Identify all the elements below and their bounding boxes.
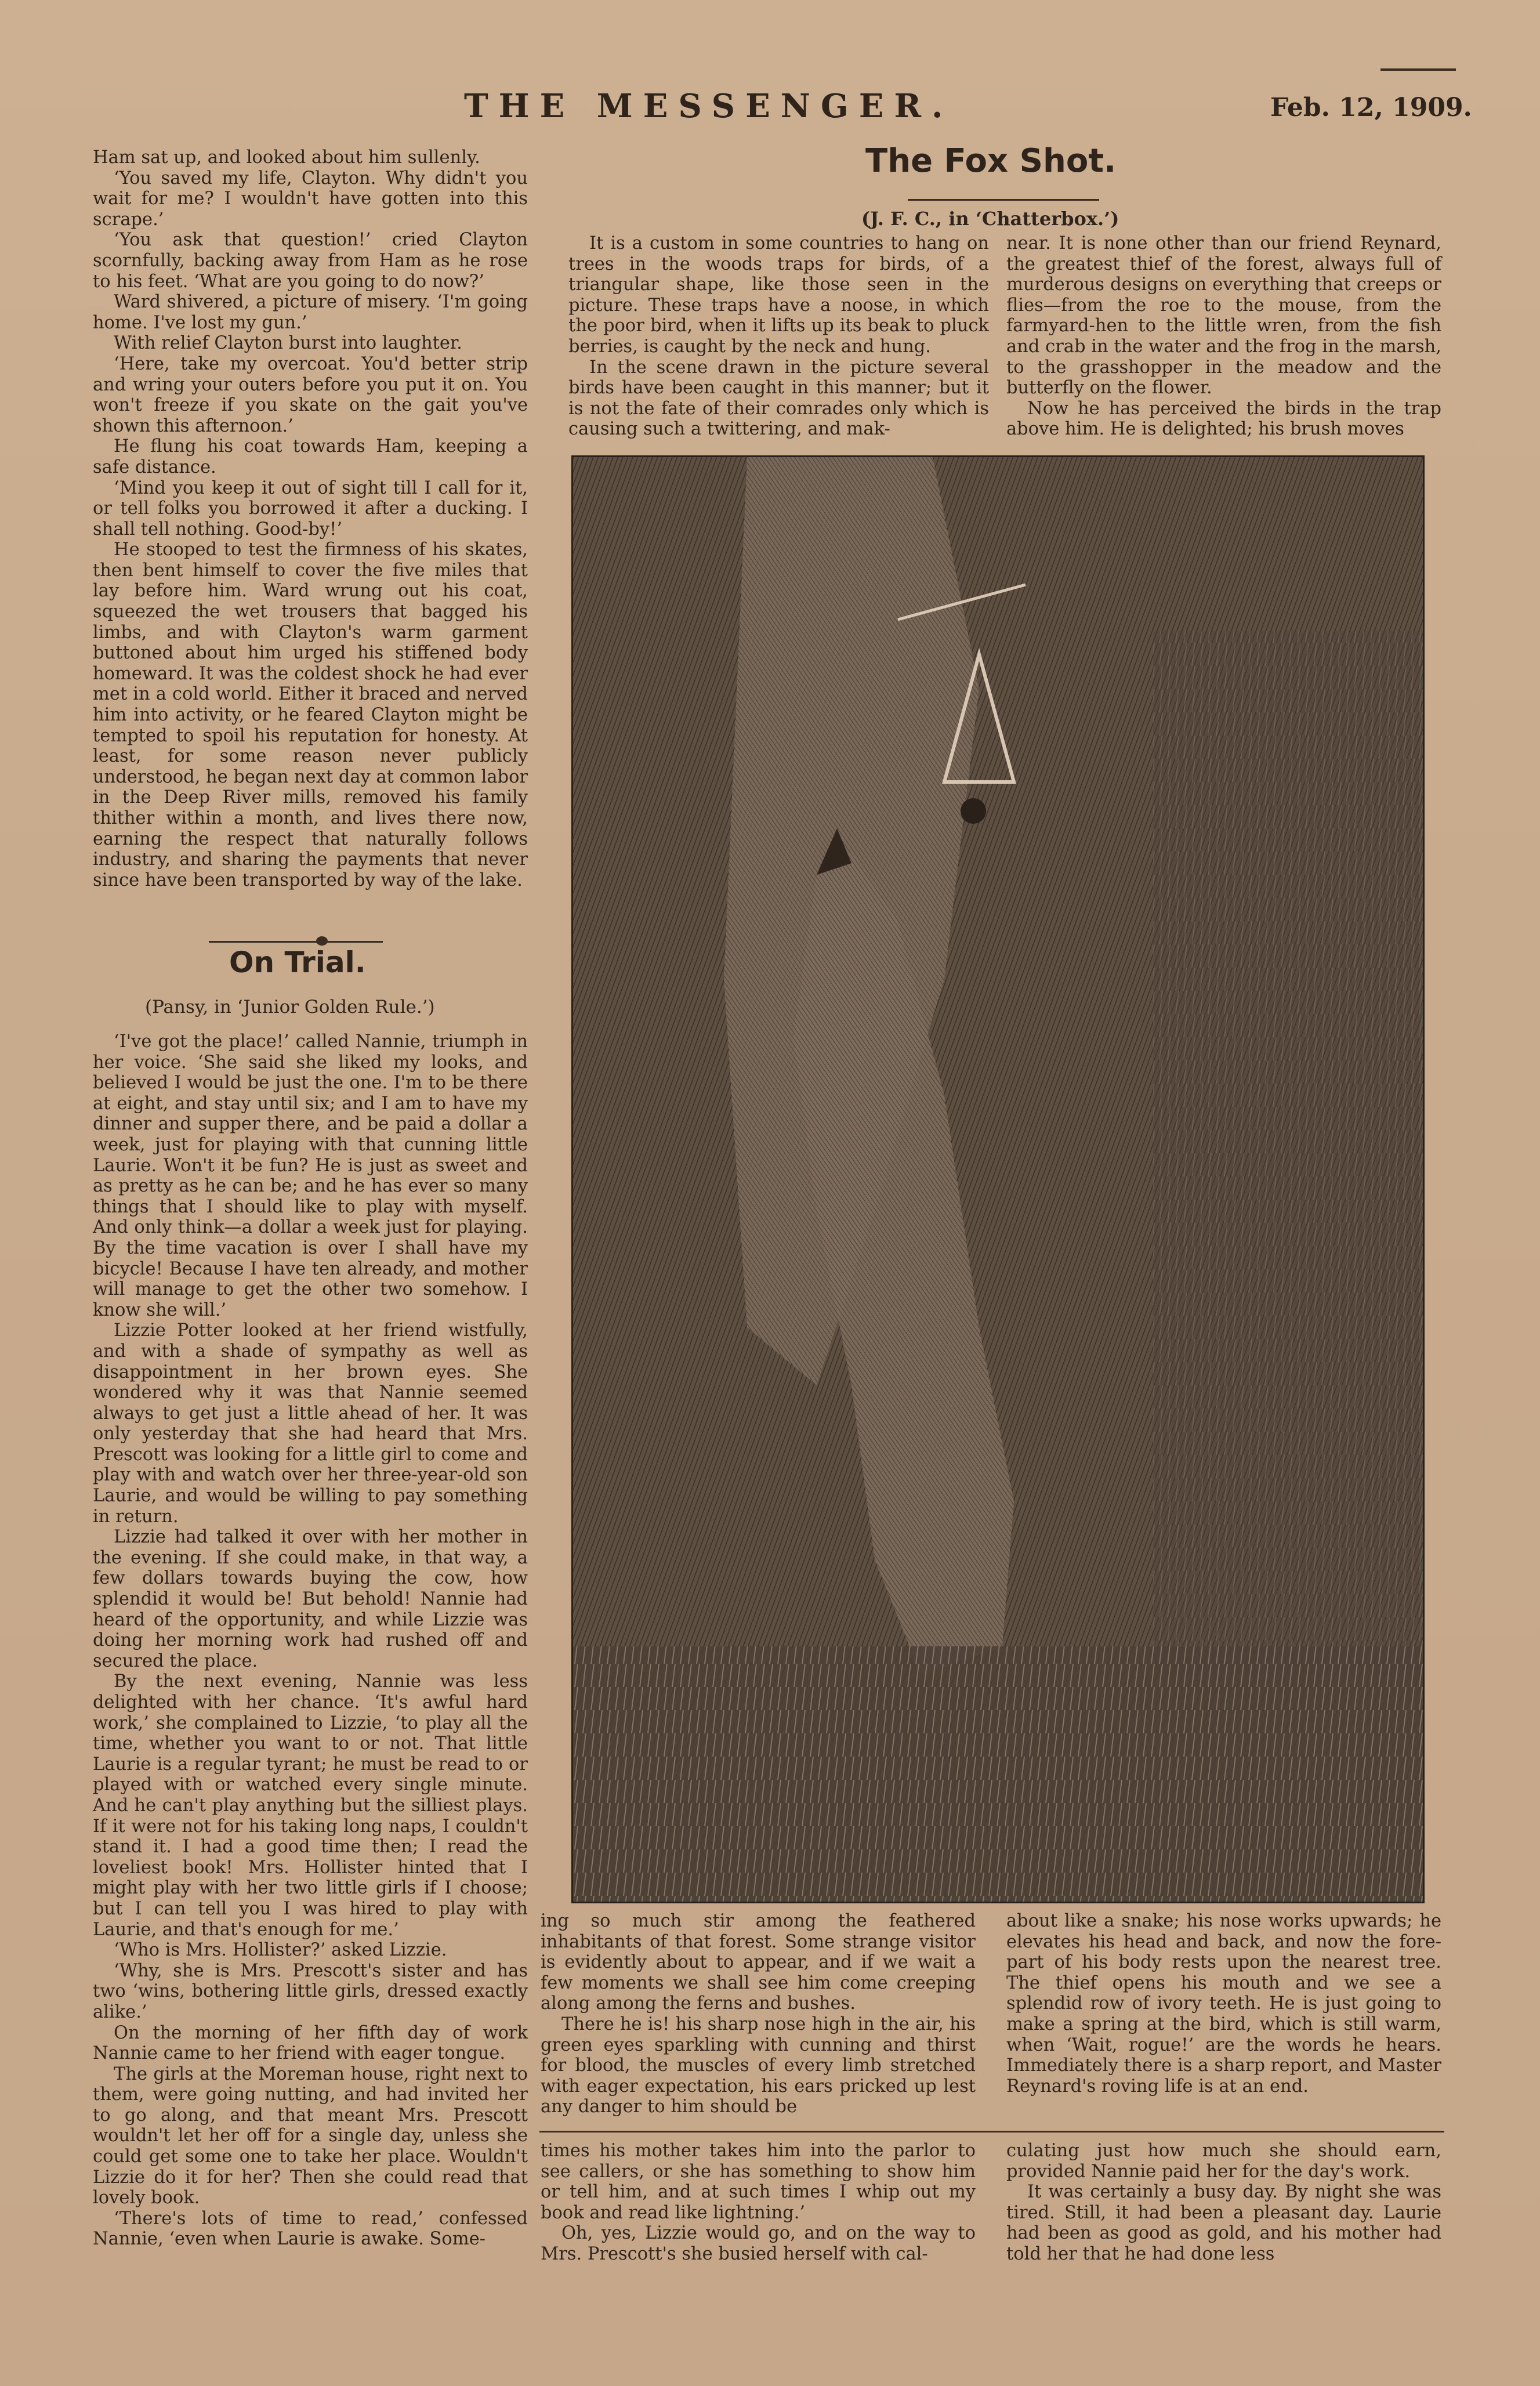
corner-rule [1380, 68, 1456, 71]
paragraph: He flung his coat towards Ham, keeping a safe distance. [93, 436, 528, 477]
paragraph: On the morning of her fifth day of work Nannie came to her friend with eager tongue. [93, 2022, 528, 2064]
paragraph: The girls at the Moreman house, right next to them, were going nutting, and had invited her to go along, and that meant Mrs. Prescott wouldn't let her off for a single day, unless she could get some one to take her place. Wouldn't Lizzie do it for her? Then she could read that lovely book. [93, 2063, 528, 2208]
paragraph: Lizzie Potter looked at her friend wistfully, and with a shade of sympathy as well as disappointment in her brown eyes. She wondered why it was that Nannie seemed always to get just a little ahead of her. It was only yesterday that she had heard that Mrs. Prescott was looking for a little girl to come and play with and watch over her three-year-old son Laurie, and would be willing to pay something in return. [93, 1320, 528, 1527]
masthead: THE MESSENGER. [464, 87, 954, 125]
paragraph: near. It is none other than our friend Reynard, the greatest thief of the forest, always full of murderous designs on everything that creeps or flies—from the roe to the mouse, from the farmyard-hen to the little wren, from the fish and crab in the water and the frog in the marsh, to the grasshopper in the meadow and the butterfly on the flower. [1006, 233, 1441, 399]
column-2-continued [541, 2141, 976, 2265]
paragraph: By the next evening, Nannie was less delighted with her chance. ‘It's awful hard work,’ she complained to Lizzie, ‘to play all the time, whether you want to or not. That little Laurie is a regular tyrant; he must be read to or played with or watched every single minute. And he can't play anything but the silliest plays. If it were not for his taking long naps, I couldn't stand it. I had a good time then; I read the loveliest book! Mrs. Hollister hinted that I might play with her two little girls if I choose; but I can tell you I was hired to play with Laurie, and that's enough for me.’ [93, 1671, 528, 1940]
paragraph: ‘Who is Mrs. Hollister?’ asked Lizzie. [114, 1940, 447, 1961]
paragraph: He stooped to test the firmness of his skates, then bent himself to cover the five miles that lay before him. Ward wrung out his coat, squeezed the wet trousers that bagged his limbs, and with Clayton's warm garment buttoned about him urged his stiffened body homeward. It was the coldest shock he had ever met in a cold world. Either it braced and nerved him into activity, or he feared Clayton might be tempted to spoil his reputation for honesty. At least, for some reason never publicly understood, he began next day at common labor in the Deep River mills, removed his family thither within a month, and lives there now, earning the respect that naturally follows industry, and sharing the payments that never since have been transported by way of the lake. [93, 540, 528, 890]
paragraph: In the scene drawn in the picture several birds have been caught in this manner; but it is not the fate of their comrades only which is causing such a twittering, and mak- [568, 357, 989, 440]
paragraph: ‘Here, take my overcoat. You'd better strip and wring your outers before you put it on. You won't freeze if you skate on the gait you've shown this afternoon.’ [93, 353, 528, 436]
byline-fox-shot: (J. F. C., in ‘Chatterbox.’) [861, 208, 1119, 230]
paragraph: There he is! his sharp nose high in the air, his green eyes sparkling with cunning and thirst for blood, the muscles of every limb stretched with eager expectation, his ears pricked up lest any danger to him should be [541, 2014, 976, 2117]
paragraph: Ward shivered, a picture of misery. ‘I'm going home. I've lost my gun.’ [93, 292, 528, 333]
heading-on-trial: On Trial. [229, 946, 366, 979]
paragraph: ‘You saved my life, Clayton. Why didn't you wait for me? I wouldn't have gotten into this scrape.’ [93, 168, 528, 230]
section-divider [209, 941, 383, 943]
paragraph: culating just how much she should earn, provided Nannie paid her for the day's work. [1006, 2141, 1441, 2182]
paragraph: ‘There's lots of time to read,’ confessed Nannie, ‘even when Laurie is awake. Some- [93, 2208, 528, 2250]
paragraph: Oh, yes, Lizzie would go, and on the way to Mrs. Prescott's she busied herself with cal- [541, 2223, 976, 2264]
paragraph: Lizzie had talked it over with her mother in the evening. If she could make, in that way, a few dollars towards buying the cow, how splendid it would be! But behold! Nannie had heard of the opportunity, and while Lizzie was doing her morning work had rushed off and secured the place. [93, 1527, 528, 1671]
paragraph: Now he has perceived the birds in the trap above him. He is delighted; his brush moves [1006, 398, 1441, 440]
paragraph: With relief Clayton burst into laughter. [114, 333, 462, 354]
paragraph: times his mother takes him into the parlor to see callers, or she has something to show him or tell him, and at such times I whip out my book and read like lightning.’ [541, 2141, 976, 2223]
paragraph: ‘I've got the place!’ called Nannie, triumph in her voice. ‘She said she liked my looks, and believed I would be just the one. I'm to be there at eight, and stay until six; and I am to have my dinner and supper there, and be paid a dollar a week, just for playing with that cunning little Laurie. Won't it be fun? He is just as sweet and as pretty as he can be; and he has ever so many things that I should like to play with myself. And only think—a dollar a week just for playing. By the time vacation is over I shall have my bicycle! Because I have ten already, and mother will manage to get the other two somehow. I know she will.’ [93, 1031, 528, 1320]
paragraph: It is a custom in some countries to hang on trees in the woods traps for birds, of a triangular shape, like those seen in the picture. These traps have a noose, in which the poor bird, when it lifts up its beak to pluck berries, is caught by the neck and hung. [568, 233, 989, 357]
column-3-top [1006, 233, 1441, 440]
fox-engraving-icon [573, 457, 1423, 1902]
column-1-on-trial [93, 1031, 528, 2250]
paragraph: ‘You ask that question!’ cried Clayton scornfully, backing away from Ham as he rose to his feet. ‘What are you going to do now?’ [93, 230, 528, 292]
paragraph: ‘Mind you keep it out of sight till I call for it, or tell folks you borrowed it after a ducking. I shall tell nothing. Good-by!’ [93, 477, 528, 540]
column-1-story-end [93, 147, 528, 890]
heading-rule [908, 199, 1099, 201]
paragraph: It was certainly a busy day. By night she was tired. Still, it had been a pleasant day. Laurie had been as good as gold, and his mother had told her that he had done less [1006, 2182, 1441, 2264]
issue-date: Feb. 12, 1909. [1270, 93, 1472, 122]
heading-fox-shot: The Fox Shot. [865, 142, 1117, 180]
column-2-bottom [541, 1911, 976, 2117]
story-separator-rule [539, 2131, 1444, 2132]
column-3-continued [1006, 2141, 1441, 2265]
byline-on-trial: (Pansy, in ‘Junior Golden Rule.’) [145, 997, 435, 1018]
paragraph: about like a snake; his nose works upwards; he elevates his head and back, and now the fore-part of his body rests upon the nearest tree. The thief opens his mouth and we see a splendid row of ivory teeth. He is just going to make a spring at the bird, which is still warm, when ‘Wait, rogue!’ are the words he hears. Immediately there is a sharp report, and Master Reynard's roving life is at an end. [1006, 1911, 1441, 2097]
fox-engraving-illustration [571, 455, 1425, 1903]
paragraph: ing so much stir among the feathered inhabitants of that forest. Some strange visitor is evidently about to appear, and if we wait a few moments we shall see him come creeping along among the ferns and bushes. [541, 1911, 976, 2014]
column-3-bottom [1006, 1911, 1441, 2097]
divider-ornament [316, 936, 328, 946]
paragraph: Ham sat up, and looked about him sullenly. [93, 147, 480, 168]
paragraph: ‘Why, she is Mrs. Prescott's sister and has two ‘wins, bothering little girls, dressed exactly alike.’ [93, 1960, 528, 2022]
column-2-top [568, 233, 989, 440]
